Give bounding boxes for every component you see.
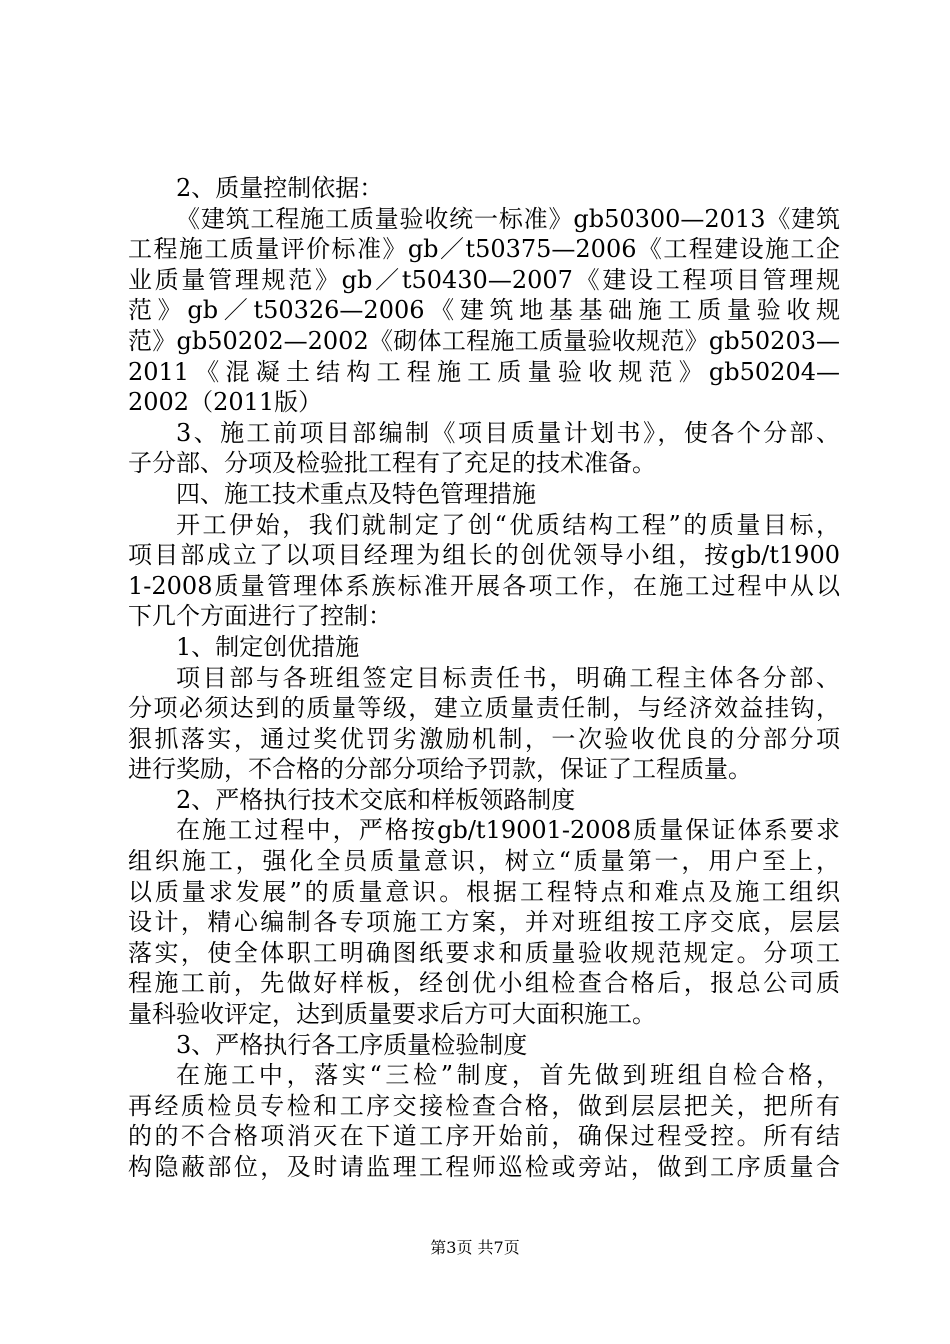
paragraph-line: 业质量管理规范》gb／t50430—2007《建设工程项目管理规 <box>128 265 840 294</box>
paragraph-line: 组织施工，强化全员质量意识，树立“质量第一，用户至上， <box>128 847 840 876</box>
paragraph-line: 量科验收评定，达到质量要求后方可大面积施工。 <box>128 1000 656 1029</box>
paragraph-line: 2011《混凝土结构工程施工质量验收规范》gb50204— <box>128 357 840 386</box>
paragraph-line: 《建筑工程施工质量验收统一标准》gb50300—2013《建筑 <box>176 204 840 233</box>
paragraph-line: 2002（2011版） <box>128 388 323 417</box>
subsection-heading: 3、严格执行各工序质量检验制度 <box>176 1030 528 1059</box>
paragraph-line: 2、质量控制依据： <box>176 174 384 202</box>
paragraph-line: 进行奖励，不合格的分部分项给予罚款，保证了工程质量。 <box>128 755 752 784</box>
paragraph-line: 工程施工质量评价标准》gb／t50375—2006《工程建设施工企 <box>128 235 840 264</box>
paragraph-line: 构隐蔽部位，及时请监理工程师巡检或旁站，做到工序质量合 <box>128 1153 840 1181</box>
paragraph-line: 分项必须达到的质量等级，建立质量责任制，与经济效益挂钩， <box>128 694 840 723</box>
paragraph-line: 以质量求发展”的质量意识。根据工程特点和难点及施工组织 <box>128 877 840 906</box>
paragraph-line: 项目部与各班组签定目标责任书，明确工程主体各分部、 <box>176 663 840 692</box>
body-text <box>128 173 840 1183</box>
paragraph-line: 开工伊始，我们就制定了创“优质结构工程”的质量目标， <box>176 510 840 539</box>
paragraph-line: 的的不合格项消灭在下道工序开始前，确保过程受控。所有结 <box>128 1122 840 1151</box>
paragraph-line: 再经质检员专检和工序交接检查合格，做到层层把关，把所有 <box>128 1091 840 1120</box>
paragraph-line: 3、施工前项目部编制《项目质量计划书》，使各个分部、 <box>176 418 840 447</box>
paragraph-line: 范》gb／t50326—2006《建筑地基基础施工质量验收规 <box>128 296 840 325</box>
paragraph-line: 下几个方面进行了控制： <box>128 602 392 631</box>
paragraph-line: 狠抓落实，通过奖优罚劣激励机制，一次验收优良的分部分项 <box>128 724 840 753</box>
paragraph-line: 1-2008质量管理体系族标准开展各项工作，在施工过程中从以 <box>128 571 840 600</box>
subsection-heading: 2、严格执行技术交底和样板领路制度 <box>176 785 576 814</box>
paragraph-line: 落实，使全体职工明确图纸要求和质量验收规范规定。分项工 <box>128 938 840 967</box>
page-footer: 第3页 共7页 <box>430 1238 520 1257</box>
paragraph-line: 项目部成立了以项目经理为组长的创优领导小组，按gb/t1900 <box>128 541 840 570</box>
section-heading: 四、施工技术重点及特色管理措施 <box>176 479 536 508</box>
paragraph-line: 子分部、分项及检验批工程有了充足的技术准备。 <box>128 449 656 478</box>
paragraph-line: 在施工过程中，严格按gb/t19001-2008质量保证体系要求 <box>176 816 840 845</box>
paragraph-line: 设计，精心编制各专项施工方案，并对班组按工序交底，层层 <box>128 908 840 937</box>
subsection-heading: 1、制定创优措施 <box>176 632 360 661</box>
paragraph-line: 在施工中，落实“三检”制度，首先做到班组自检合格， <box>176 1061 840 1090</box>
paragraph-line: 范》gb50202—2002《砌体工程施工质量验收规范》gb50203— <box>128 326 840 355</box>
paragraph-line: 程施工前，先做好样板，经创优小组检查合格后，报总公司质 <box>128 969 840 998</box>
